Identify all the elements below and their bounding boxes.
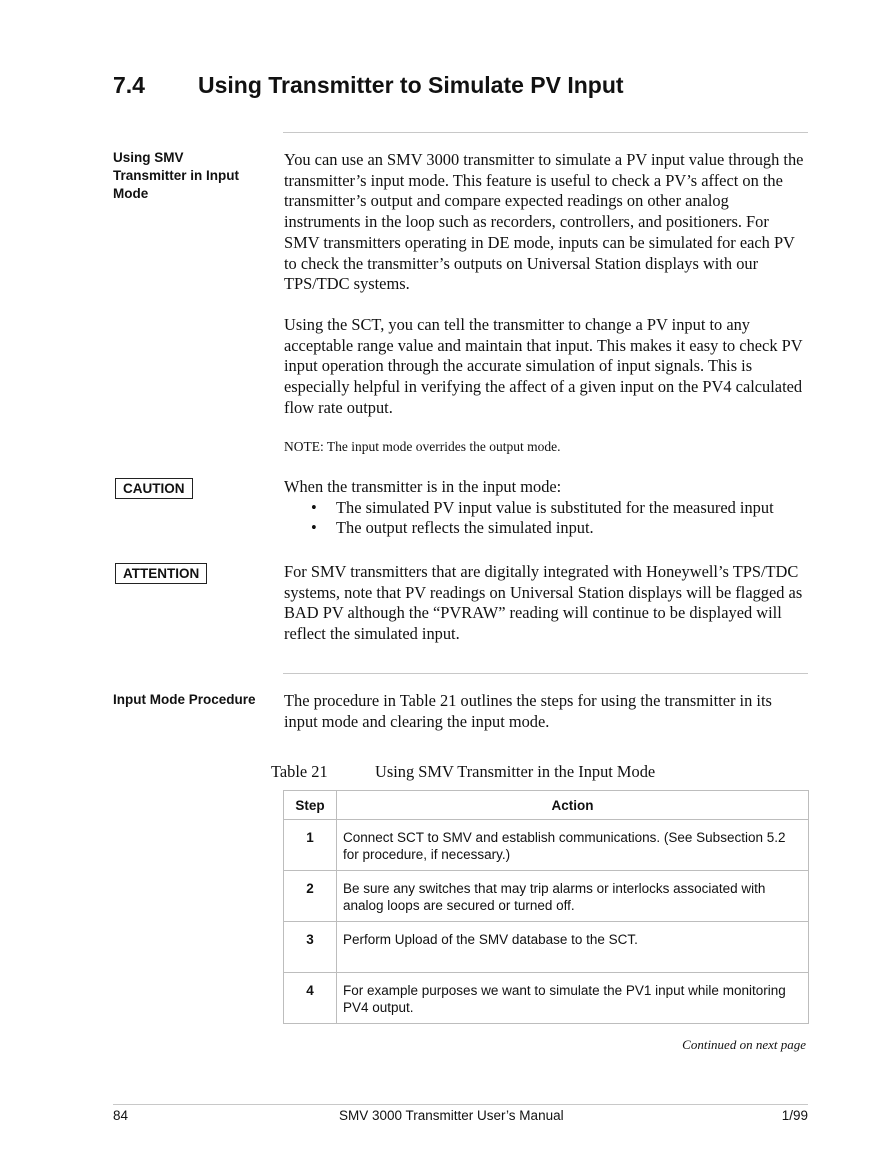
- divider-middle: [283, 673, 808, 674]
- step-number: 4: [284, 973, 337, 1024]
- footer-title: SMV 3000 Transmitter User’s Manual: [339, 1108, 564, 1123]
- table-row: [284, 820, 809, 871]
- paragraph-procedure: The procedure in Table 21 outlines the steps for using the transmitter in its input mode and clearing the input mode.: [284, 691, 772, 731]
- note-text: NOTE: The input mode overrides the output mode.: [284, 439, 561, 454]
- table-header-row: [284, 791, 809, 820]
- footer-page-number: 84: [113, 1108, 129, 1123]
- table-caption: [271, 762, 655, 782]
- attention-body: For SMV transmitters that are digitally integrated with Honeywell’s TPS/TDC systems, note that PV readings on Universal Station displays will be flagged as BAD PV although the “PVRAW” reading will continue to be displayed will reflect the simulated input.: [284, 562, 803, 644]
- list-item: • The simulated PV input value is substituted for the measured input: [311, 497, 774, 517]
- step-number: 3: [284, 922, 337, 973]
- section-title: Using Transmitter to Simulate PV Input: [198, 72, 624, 98]
- side-heading-input-mode-procedure: Input Mode Procedure: [113, 692, 256, 707]
- divider-top: [283, 132, 808, 133]
- caution-bullet-list: [284, 498, 808, 539]
- step-action: Perform Upload of the SMV database to the SCT.: [337, 922, 809, 973]
- list-item: • The output reflects the simulated input.: [311, 518, 594, 538]
- table-number: Table 21: [271, 762, 328, 781]
- footer-divider: [113, 1104, 808, 1105]
- table-row: [284, 922, 809, 973]
- caution-body: When the transmitter is in the input mode: • The simulated PV input value is substituted for the measured input • The output reflects the simulated input.: [284, 477, 808, 539]
- attention-label: ATTENTION: [115, 563, 207, 584]
- step-action: Connect SCT to SMV and establish communications. (See Subsection 5.2 for procedure, if necessary.): [337, 820, 809, 871]
- section-number: 7.4: [113, 72, 145, 98]
- step-action: For example purposes we want to simulate the PV1 input while monitoring PV4 output.: [337, 973, 809, 1024]
- side-heading-using-smv: Using SMV Transmitter in Input Mode: [113, 150, 240, 201]
- paragraph-intro: You can use an SMV 3000 transmitter to simulate a PV input value through the transmitter’s input mode. This feature is useful to check a PV’s affect on the transmitter’s output and compare expected readings on other analog instruments in the loop such as recorders, controllers, and positioners. For SMV transmitters operating in DE mode, inputs can be simulated for each PV to check the transmitter’s outputs on Universal Station displays with our TPS/TDC systems.: [284, 150, 804, 294]
- table-title: Using SMV Transmitter in the Input Mode: [375, 762, 656, 781]
- caution-label: CAUTION: [115, 478, 193, 499]
- bullet-icon: •: [311, 497, 317, 517]
- steps-table: [283, 790, 809, 1024]
- paragraph-sct: Using the SCT, you can tell the transmitter to change a PV input to any acceptable range value and maintain that input. This makes it easy to check PV input operation through the accurate simulation of input signals. This is especially helpful in verifying the affect of a given input on the PV4 calculated flow rate output.: [284, 315, 803, 417]
- section-heading: [113, 72, 624, 99]
- step-number: 2: [284, 871, 337, 922]
- step-number: 1: [284, 820, 337, 871]
- table-row: [284, 871, 809, 922]
- continued-note: Continued on next page: [682, 1037, 806, 1052]
- footer-date: 1/99: [781, 1108, 808, 1123]
- bullet-icon: •: [311, 518, 317, 538]
- column-header-action: Action: [337, 791, 809, 820]
- table-row: [284, 973, 809, 1024]
- step-action: Be sure any switches that may trip alarms or interlocks associated with analog loops are secured or turned off.: [337, 871, 809, 922]
- column-header-step: Step: [284, 791, 337, 820]
